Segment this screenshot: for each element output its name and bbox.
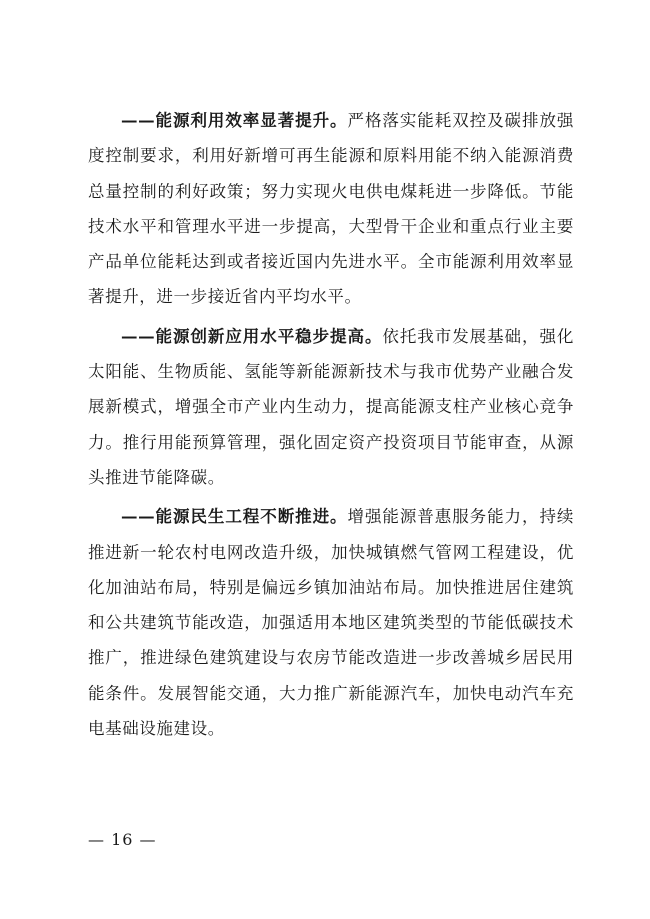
page-number: — 16 — — [88, 830, 157, 849]
paragraph-heading: ——能源利用效率显著提升。 — [121, 111, 348, 130]
paragraph-text: 严格落实能耗双控及碳排放强度控制要求，利用好新增可再生能源和原料用能不纳入能源消费总量控制的利好政策；努力实现火电供电煤耗进一步降低。节能技术水平和管理水平进一步提高，大型骨干企业和重点行业主要产品单位能耗达到或者接近国内先进水平。全市能源利用效率显著提升，进一步接近省内平均水平。 — [88, 111, 574, 307]
paragraph-heading: ——能源民生工程不断推进。 — [121, 507, 348, 527]
paragraph-text: 依托我市发展基础，强化太阳能、生物质能、氢能等新能源新技术与我市优势产业融合发展新模式，增强全市产业内生动力，提高能源支柱产业核心竞争力。推行用能预算管理，强化固定资产投资项目节能审查，从源头推进节能降碳。 — [88, 326, 575, 487]
paragraph-energy-innovation — [88, 319, 574, 495]
paragraph-text: 增强能源普惠服务能力，持续推进新一轮农村电网改造升级，加快城镇燃气管网工程建设，优化加油站布局，特别是偏远乡镇加油站布局。加快推进居住建筑和公共建筑节能改造，加强适用本地区建筑类型的节能低碳技术推广，推进绿色建筑建设与农房节能改造进一步改善城乡居民用能条件。发展智能交通，大力推广新能源汽车，加快电动汽车充电基础设施建设。 — [88, 507, 574, 739]
paragraph-energy-efficiency — [88, 103, 574, 315]
paragraph-energy-livelihood — [88, 499, 574, 746]
document-body — [88, 103, 574, 750]
paragraph-heading: ——能源创新应用水平稳步提高。 — [121, 326, 383, 346]
